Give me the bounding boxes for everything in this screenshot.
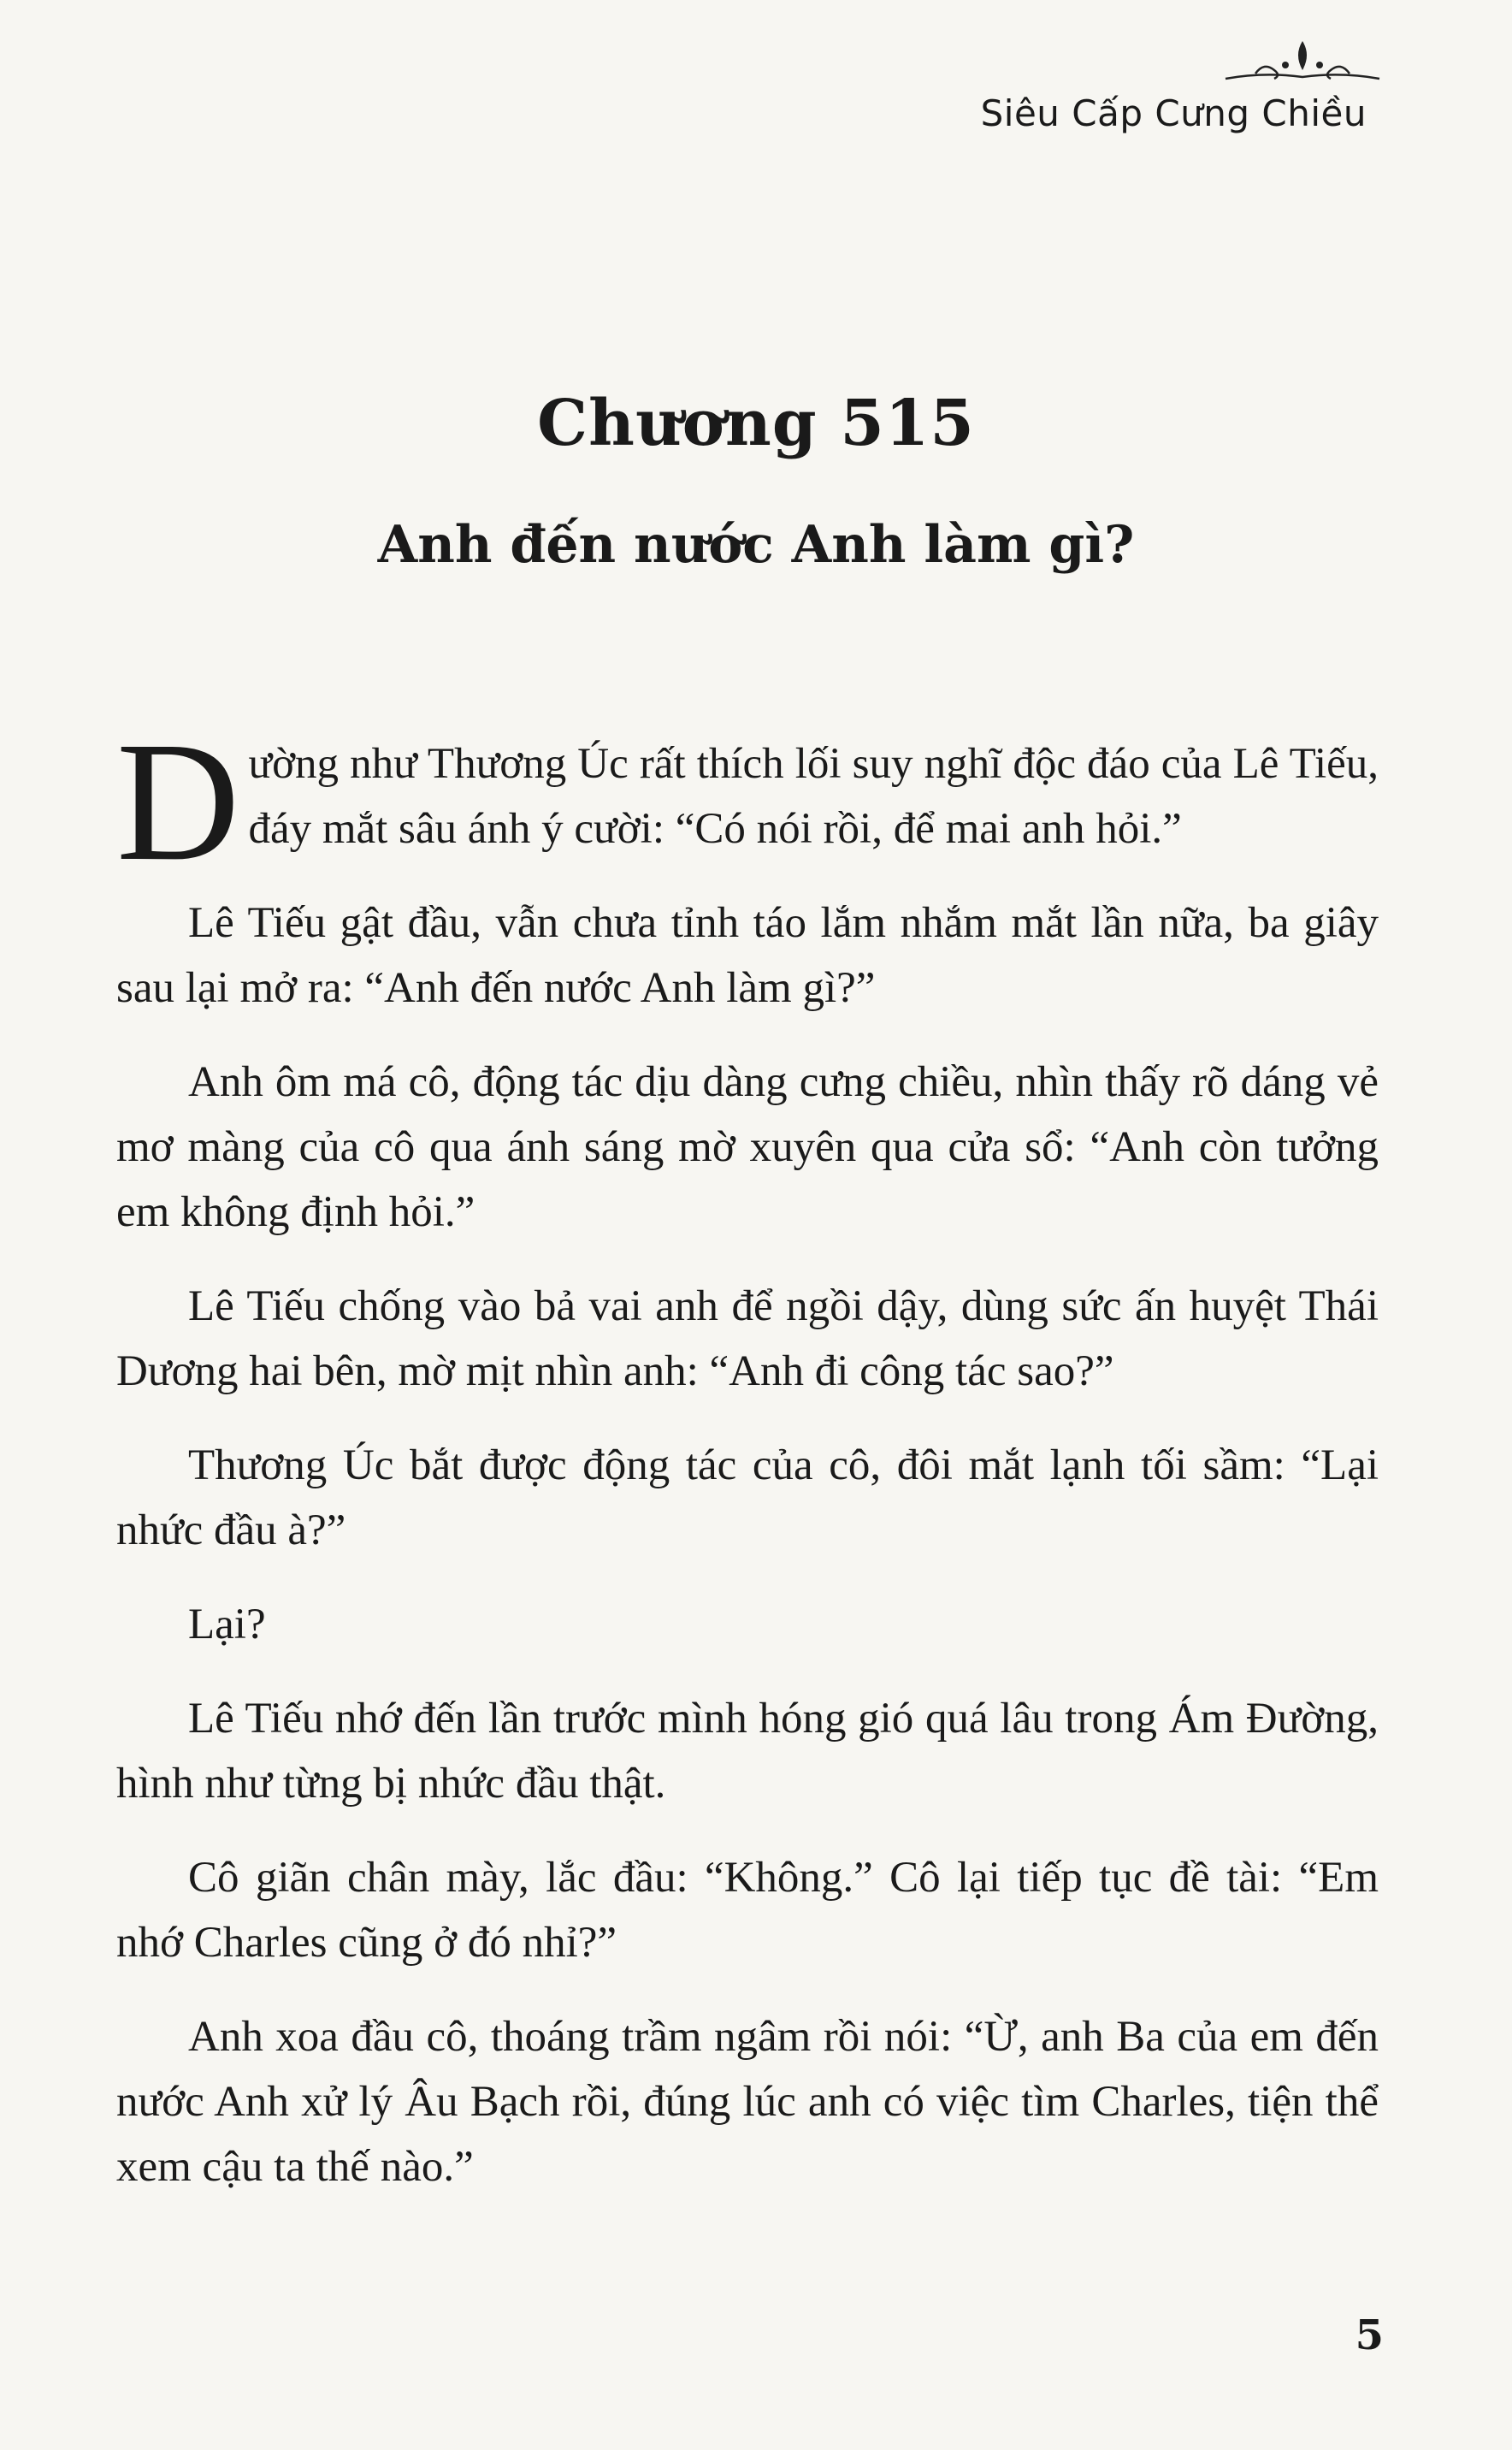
chapter-body [116, 707, 1379, 2228]
paragraph: Anh ôm má cô, động tác dịu dàng cưng chiều, nhìn thấy rõ dáng vẻ mơ màng của cô qua ánh sáng mờ xuyên qua cửa sổ: “Anh còn tưởng em không định hỏi.” [116, 1058, 1379, 1236]
running-head: Siêu Cấp Cưng Chiều [980, 92, 1367, 134]
paragraph: Anh xoa đầu cô, thoáng trầm ngâm rồi nói: “Ừ, anh Ba của em đến nước Anh xử lý Âu Bạch rồi, đúng lúc anh có việc tìm Charles, tiện thể xem cậu ta thế nào.” [116, 2013, 1379, 2191]
paragraph: Lại? [188, 1601, 266, 1648]
decorative-flourish-icon [1221, 34, 1384, 94]
paragraph: Lê Tiếu chống vào bả vai anh để ngồi dậy, dùng sức ấn huyệt Thái Dương hai bên, mờ mịt nhìn anh: “Anh đi công tác sao?” [116, 1282, 1379, 1395]
chapter-title: Anh đến nước Anh làm gì? [377, 515, 1135, 575]
page-number: 5 [1355, 2311, 1384, 2359]
paragraph: Thương Úc bắt được động tác của cô, đôi mắt lạnh tối sầm: “Lại nhức đầu à?” [116, 1441, 1379, 1554]
drop-cap: D [116, 707, 240, 897]
paragraph: Cô giãn chân mày, lắc đầu: “Không.” Cô lại tiếp tục đề tài: “Em nhớ Charles cũng ở đó nhỉ?” [116, 1854, 1379, 1967]
paragraph [116, 707, 1379, 897]
paragraph: Lê Tiếu gật đầu, vẫn chưa tỉnh táo lắm nhắm mắt lần nữa, ba giây sau lại mở ra: “Anh đến nước Anh làm gì?” [116, 899, 1379, 1012]
chapter-number: Chương 515 [537, 387, 975, 460]
paragraph-text: ường như Thương Úc rất thích lối suy nghĩ độc đáo của Lê Tiếu, đáy mắt sâu ánh ý cười: “Có nói rồi, để mai anh hỏi.” [248, 740, 1379, 853]
paragraph: Lê Tiếu nhớ đến lần trước mình hóng gió quá lâu trong Ám Đường, hình như từng bị nhức đầu thật. [116, 1695, 1379, 1808]
